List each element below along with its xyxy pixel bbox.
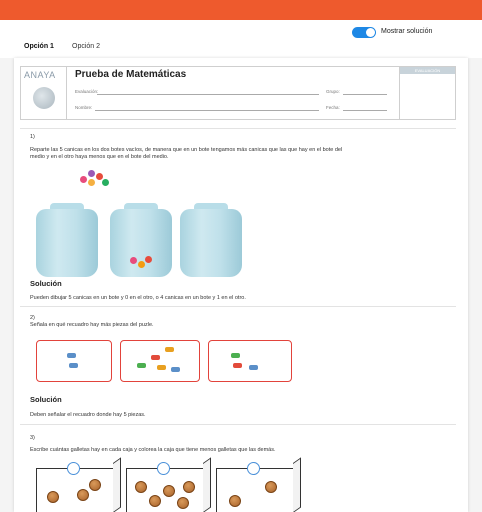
marble-red-icon (145, 256, 152, 263)
puzzle-piece-icon (233, 363, 242, 368)
show-solution-toggle[interactable] (352, 27, 376, 38)
jar-body (36, 209, 98, 277)
answer-circle[interactable] (157, 462, 170, 475)
cookie-icon (265, 481, 277, 493)
jar-left-empty[interactable] (36, 203, 98, 277)
question-1-text-line-1: Reparte las 5 canicas en los dos botes vacíos, de manera que en un bote tengamos más canicas que las que hay en el bote del (30, 147, 343, 153)
question-1-text-line-2: medio y en el otro haya menos que en el bote del medio. (30, 154, 169, 160)
grupo-field[interactable] (343, 94, 387, 95)
cookie-icon (89, 479, 101, 491)
tab-opcion-2[interactable]: Opción 2 (72, 43, 101, 50)
cookie-icon (77, 489, 89, 501)
puzzle-piece-icon (151, 355, 160, 360)
loose-marbles (80, 170, 110, 190)
cookie-icon (229, 495, 241, 507)
worksheet-header (20, 66, 456, 120)
cookie-box-3[interactable] (216, 468, 294, 512)
cookie-icon (47, 491, 59, 503)
marble-green-icon (102, 179, 109, 186)
nombre-label: Nombre: (75, 105, 93, 110)
marble-yellow-icon (88, 179, 95, 186)
question-1-number: 1) (30, 134, 35, 140)
box-side (293, 457, 301, 512)
tab-opcion-1[interactable]: Opción 1 (24, 43, 54, 50)
cookie-box-1[interactable] (36, 468, 114, 512)
puzzle-box-2[interactable] (120, 340, 200, 382)
evaluation-header: EVALUACIÓN (400, 67, 455, 74)
show-solution-label: Mostrar solución (381, 28, 433, 35)
toolbar (0, 20, 482, 58)
top-brand-bar (0, 0, 482, 20)
solution-1-title: Solución (30, 279, 62, 288)
puzzle-piece-icon (231, 353, 240, 358)
puzzle-piece-icon (157, 365, 166, 370)
marble-red-icon (96, 173, 103, 180)
divider (20, 306, 456, 307)
solution-2-title: Solución (30, 395, 62, 404)
jar-middle (110, 203, 172, 277)
question-3-number: 3) (30, 435, 35, 441)
jar-body (180, 209, 242, 277)
cookie-icon (183, 481, 195, 493)
cookie-icon (135, 481, 147, 493)
question-2-number: 2) (30, 315, 35, 321)
marble-pink-icon (80, 176, 87, 183)
evaluation-column (399, 67, 455, 119)
cookie-icon (177, 497, 189, 509)
marble-purple-icon (88, 170, 95, 177)
answer-circle[interactable] (247, 462, 260, 475)
box-side (113, 457, 121, 512)
question-2-text: Señala en qué recuadro hay más piezas del puzle. (30, 322, 154, 328)
marble-orange-icon (138, 261, 145, 268)
puzzle-piece-icon (165, 347, 174, 352)
box-side (203, 457, 211, 512)
puzzle-piece-icon (67, 353, 76, 358)
puzzle-piece-icon (69, 363, 78, 368)
puzzle-piece-icon (137, 363, 146, 368)
nombre-field[interactable] (95, 110, 319, 111)
worksheet (14, 58, 468, 512)
evaluacion-field[interactable] (97, 94, 319, 95)
cookie-icon (163, 485, 175, 497)
puzzle-piece-icon (249, 365, 258, 370)
puzzle-box-1[interactable] (36, 340, 112, 382)
anaya-logo: ANAYA (24, 70, 56, 80)
cookie-box-2[interactable] (126, 468, 204, 512)
page-title: Prueba de Matemáticas (75, 69, 187, 80)
evaluacion-label: Evaluación: (75, 89, 99, 94)
divider (20, 424, 456, 425)
question-3-text: Escribe cuántas galletas hay en cada caja y colorea la caja que tiene menos galletas que las demás. (30, 447, 276, 453)
answer-circle[interactable] (67, 462, 80, 475)
logo-column (21, 67, 67, 119)
grupo-label: Grupo: (326, 89, 340, 94)
divider (20, 128, 456, 129)
fecha-field[interactable] (343, 110, 387, 111)
logo-emblem-icon (33, 87, 55, 109)
fecha-label: Fecha: (326, 105, 340, 110)
cookie-icon (149, 495, 161, 507)
puzzle-piece-icon (171, 367, 180, 372)
puzzle-box-3[interactable] (208, 340, 292, 382)
solution-1-text: Pueden dibujar 5 canicas en un bote y 0 en el otro, o 4 canicas en un bote y 1 en el otro. (30, 295, 246, 301)
marble-pink-icon (130, 257, 137, 264)
solution-2-text: Deben señalar el recuadro donde hay 5 piezas. (30, 412, 146, 418)
jar-right-empty[interactable] (180, 203, 242, 277)
